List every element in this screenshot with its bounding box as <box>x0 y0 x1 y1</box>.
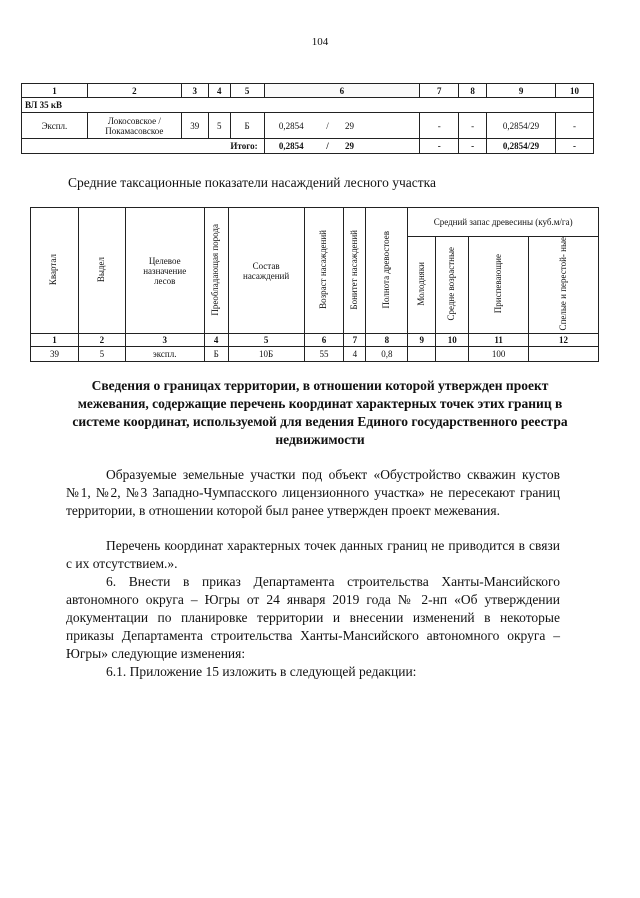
number-cell: 7 <box>344 334 366 347</box>
header-sostav: Состав насаждений <box>228 208 304 334</box>
table-header-row <box>31 208 599 237</box>
paragraph: 6.1. Приложение 15 изложить в следующей редакции: <box>106 664 417 679</box>
number-cell: 6 <box>304 334 344 347</box>
number-cell: 2 <box>78 334 125 347</box>
header-naznach: Целевое назначение лесов <box>125 208 204 334</box>
allocation-table <box>21 83 594 154</box>
table-cell: 0,2854/29 <box>487 113 556 139</box>
header-vozrast: Возраст насаждений <box>318 230 329 309</box>
header-poroda: Преобладающая порода <box>210 223 221 316</box>
table-cell: Экспл. <box>22 113 88 139</box>
table-row <box>31 347 599 362</box>
table-cell: Локосовское / Покамасовское <box>87 113 181 139</box>
header-zapas: Средний запас древесины (куб.м/га) <box>408 208 599 237</box>
table-cell: - <box>556 139 594 154</box>
table-cell: 5 <box>78 347 125 362</box>
table-caption: Средние таксационные показатели насаждений лесного участка <box>68 175 437 190</box>
header-cell: 6 <box>264 84 420 98</box>
table-cell: 0,2854 <box>264 139 318 154</box>
table-cell: - <box>459 139 487 154</box>
number-cell: 4 <box>204 334 228 347</box>
table-cell: 0,8 <box>366 347 408 362</box>
number-cell: 10 <box>436 334 469 347</box>
table-cell: 0,2854 <box>264 113 318 139</box>
header-cell: 4 <box>208 84 230 98</box>
number-cell: 3 <box>125 334 204 347</box>
table-cell: 55 <box>304 347 344 362</box>
table-cell: - <box>420 139 459 154</box>
table-cell: 10Б <box>228 347 304 362</box>
page-number: 104 <box>311 36 329 48</box>
paragraph: Образуемые земельные участки под объект «Обустройство скважин кустов №1, №2, №3 Западно-Чумпасского лицензионного участка» не пересекают границ территории, в отношении которой был ранее утвержден проект межевания. <box>66 467 560 518</box>
table-header-row <box>22 84 594 98</box>
header-molod: Молодняки <box>415 262 426 306</box>
total-label: Итого: <box>22 139 265 154</box>
table-cell: 39 <box>181 113 208 139</box>
table-cell <box>529 347 599 362</box>
table-cell: - <box>556 113 594 139</box>
header-cell: 2 <box>87 84 181 98</box>
table-cell: 4 <box>344 347 366 362</box>
header-prisp: Приспевающие <box>492 254 503 314</box>
header-cell: 1 <box>22 84 88 98</box>
header-cell: 9 <box>487 84 556 98</box>
header-sredne: Средне возрастные <box>446 247 457 321</box>
header-cell: 8 <box>459 84 487 98</box>
table-cell: / <box>318 113 337 139</box>
table-cell: Б <box>230 113 264 139</box>
table-cell: 5 <box>208 113 230 139</box>
header-cell: 3 <box>181 84 208 98</box>
number-cell: 1 <box>31 334 79 347</box>
table-cell <box>436 347 469 362</box>
table-cell: экспл. <box>125 347 204 362</box>
table-cell: Б <box>204 347 228 362</box>
header-cell: 10 <box>556 84 594 98</box>
paragraph: Перечень координат характерных точек данных границ не приводится в связи с их отсутствием.». <box>66 538 560 571</box>
header-cell: 5 <box>230 84 264 98</box>
table-cell: 29 <box>337 139 420 154</box>
table-cell: 29 <box>337 113 420 139</box>
table-cell: - <box>459 113 487 139</box>
header-cell: 7 <box>420 84 459 98</box>
paragraph: 6. Внести в приказ Департамента строительства Ханты-Мансийского автономного округа – Югры от 24 января 2019 года № 2-нп «Об утверждении документации по планировке территории и внесении изменений в некоторые приказы Департамента строительства Ханты-Мансийского автономного округа – Югры» следующие изменения: <box>66 574 560 661</box>
table-row <box>22 113 594 139</box>
total-row <box>22 139 594 154</box>
column-numbers-row <box>31 334 599 347</box>
table-cell: 39 <box>31 347 79 362</box>
number-cell: 9 <box>408 334 436 347</box>
forest-indicators-table <box>30 207 599 362</box>
table-cell <box>408 347 436 362</box>
table-cell: / <box>318 139 337 154</box>
number-cell: 12 <box>529 334 599 347</box>
section-label: ВЛ 35 кВ <box>22 98 594 113</box>
table-cell: 100 <box>469 347 529 362</box>
section-heading: Сведения о границах территории, в отношении которой утвержден проект межевания, содержащие перечень координат характерных точек этих границ в системе координат, используемой для ведения Единого государственного реестра недвижимости <box>72 378 568 447</box>
number-cell: 11 <box>469 334 529 347</box>
header-vydel: Выдел <box>95 256 106 283</box>
header-spelye: Спелые и перестой- ные <box>557 237 568 331</box>
table-cell: 0,2854/29 <box>487 139 556 154</box>
header-bonitet: Бонитет насаждений <box>348 229 359 310</box>
number-cell: 8 <box>366 334 408 347</box>
table-cell: - <box>420 113 459 139</box>
header-kvartal: Квартал <box>48 253 59 286</box>
number-cell: 5 <box>228 334 304 347</box>
header-polnota: Полнота древостоев <box>380 230 391 309</box>
